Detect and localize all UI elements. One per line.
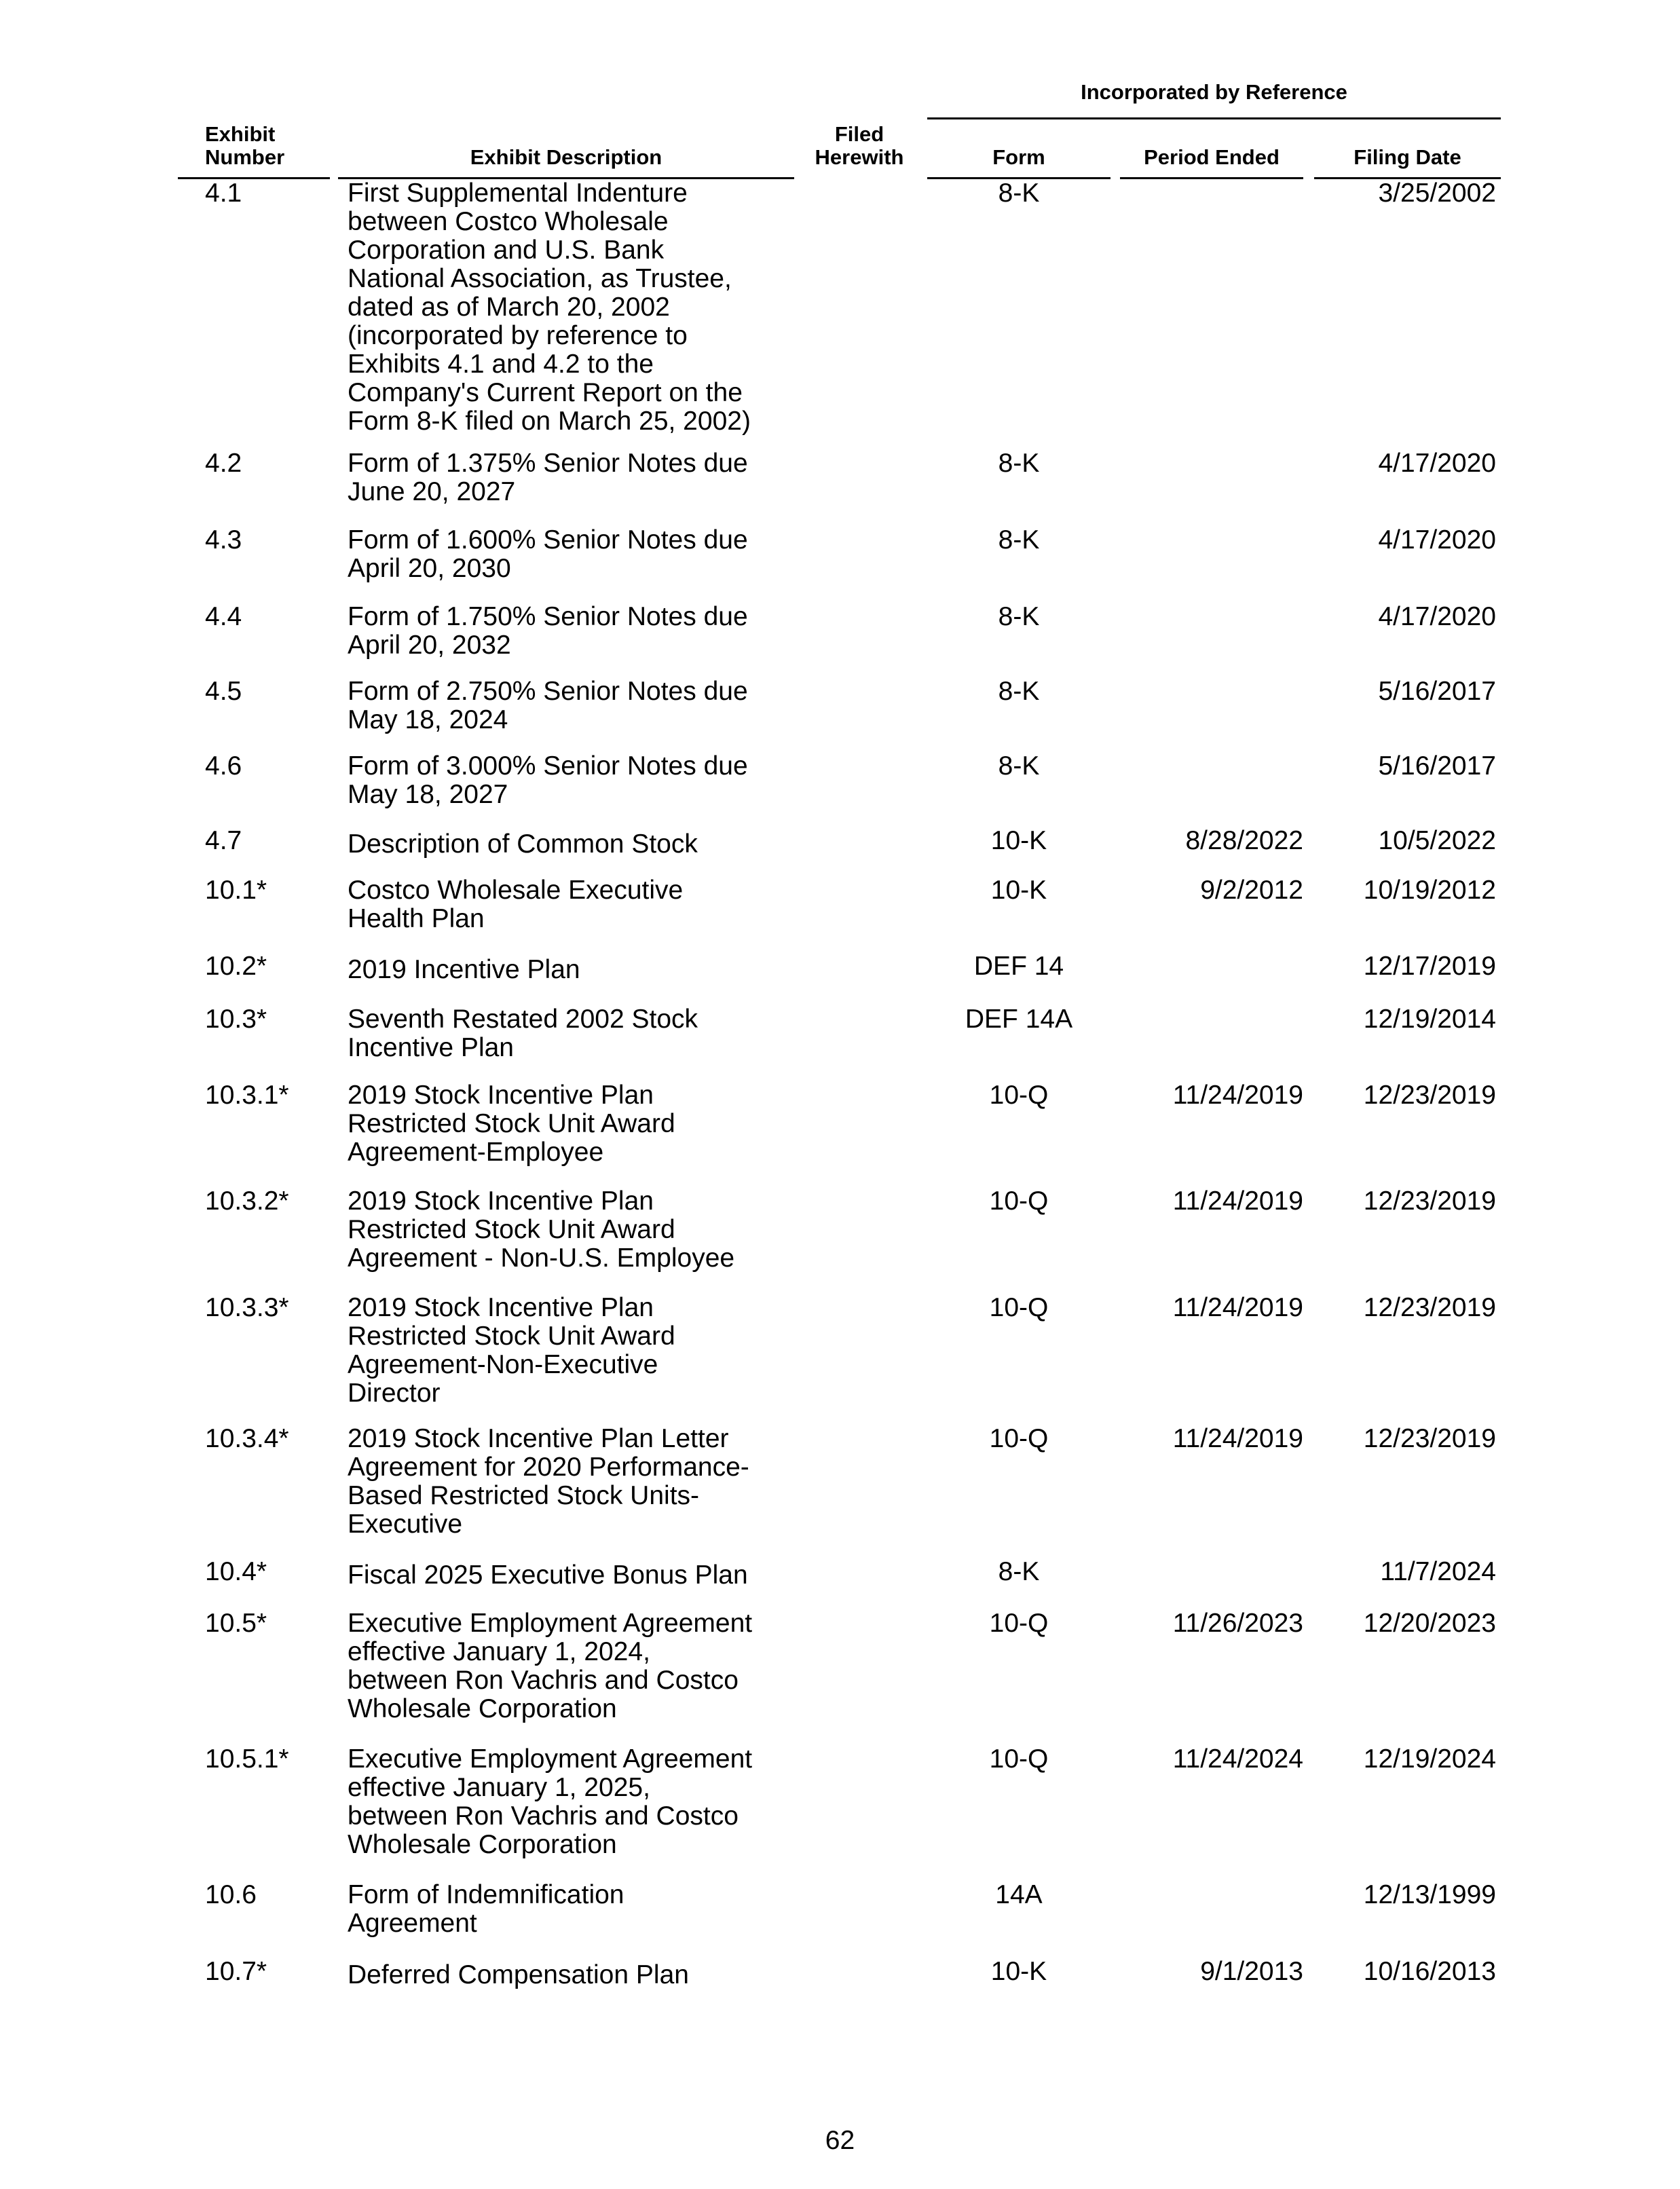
exhibit-description: 2019 Stock Incentive Plan Letter Agreement for 2020 Performance- Based Restricted Stock Units- Executive	[348, 1424, 749, 1539]
filing-date-value: 12/17/2019	[1363, 952, 1496, 981]
exhibit-description: Seventh Restated 2002 Stock Incentive Plan	[348, 1005, 698, 1062]
form-value: 10-Q	[989, 1424, 1049, 1453]
table-row	[0, 1958, 1680, 2012]
exhibit-table-body	[0, 179, 1680, 2012]
exhibit-number: 10.4*	[205, 1557, 267, 1586]
page-number: 62	[825, 2126, 855, 2155]
table-row	[0, 1187, 1680, 1294]
filing-date-value: 12/13/1999	[1363, 1880, 1496, 1909]
exhibit-number: 10.3*	[205, 1005, 267, 1034]
form-value: DEF 14A	[965, 1005, 1073, 1034]
filing-date-value: 12/19/2014	[1363, 1005, 1496, 1034]
exhibit-number: 10.3.1*	[205, 1081, 289, 1110]
exhibit-number: 10.3.3*	[205, 1293, 289, 1322]
filing-date-value: 5/16/2017	[1378, 677, 1496, 706]
table-row	[0, 449, 1680, 526]
table-row	[0, 1081, 1680, 1187]
table-row	[0, 603, 1680, 677]
exhibit-number: 10.3.4*	[205, 1424, 289, 1453]
table-row	[0, 1425, 1680, 1558]
period-ended-value: 11/24/2019	[1172, 1186, 1303, 1216]
exhibit-number: 4.7	[205, 826, 242, 855]
exhibit-number: 4.5	[205, 677, 242, 706]
period-ended-value: 9/2/2012	[1200, 876, 1303, 905]
form-value: 10-Q	[989, 1186, 1049, 1216]
period-ended-value: 9/1/2013	[1200, 1957, 1303, 1986]
exhibit-description: Costco Wholesale Executive Health Plan	[348, 876, 684, 933]
exhibit-description: 2019 Incentive Plan	[348, 955, 580, 984]
form-value: 8-K	[998, 179, 1040, 208]
incorporated-by-reference-header: Incorporated by Reference	[1081, 80, 1347, 104]
table-row	[0, 1881, 1680, 1958]
filing-date-value: 4/17/2020	[1378, 525, 1496, 555]
incorporated-by-reference-rule	[927, 117, 1501, 119]
filing-date-value: 12/20/2023	[1363, 1609, 1496, 1638]
filing-date-value: 10/5/2022	[1378, 826, 1496, 855]
table-row	[0, 1609, 1680, 1745]
form-value: 14A	[995, 1880, 1043, 1909]
exhibit-description: 2019 Stock Incentive Plan Restricted Stock Unit Award Agreement - Non-U.S. Employee	[348, 1186, 735, 1273]
filing-date-value: 10/16/2013	[1363, 1957, 1496, 1986]
form-value: DEF 14	[973, 952, 1064, 981]
exhibit-description: Form of 1.375% Senior Notes due June 20, 2027	[348, 449, 748, 506]
form-value: 8-K	[998, 677, 1040, 706]
table-row	[0, 677, 1680, 752]
filing-date-header: Filing Date	[1354, 145, 1461, 169]
form-value: 10-K	[990, 826, 1047, 855]
filing-date-value: 12/23/2019	[1363, 1293, 1496, 1322]
exhibit-number: 10.5*	[205, 1609, 267, 1638]
exhibit-description: Executive Employment Agreement effective January 1, 2024, between Ron Vachris and Costco Wholesale Corporation	[348, 1609, 753, 1723]
filing-date-value: 4/17/2020	[1378, 602, 1496, 631]
period-ended-value: 11/24/2024	[1172, 1744, 1303, 1774]
form-value: 10-K	[990, 876, 1047, 905]
table-row	[0, 827, 1680, 876]
exhibit-number: 10.7*	[205, 1957, 267, 1986]
exhibit-number: 10.3.2*	[205, 1186, 289, 1216]
table-row	[0, 179, 1680, 449]
form-header: Form	[992, 145, 1045, 169]
form-value: 10-K	[990, 1957, 1047, 1986]
exhibit-description: Deferred Compensation Plan	[348, 1960, 689, 1989]
exhibit-number: 4.1	[205, 179, 242, 208]
table-row	[0, 1294, 1680, 1425]
filing-date-value: 5/16/2017	[1378, 751, 1496, 781]
period-ended-value: 11/24/2019	[1172, 1424, 1303, 1453]
exhibit-description-header: Exhibit Description	[470, 145, 662, 169]
table-row	[0, 752, 1680, 827]
table-row	[0, 1558, 1680, 1609]
exhibit-description: Form of 1.750% Senior Notes due April 20, 2032	[348, 602, 748, 660]
exhibit-number: 10.5.1*	[205, 1744, 289, 1774]
period-ended-value: 8/28/2022	[1185, 826, 1303, 855]
table-row	[0, 952, 1680, 1005]
exhibit-description: Fiscal 2025 Executive Bonus Plan	[348, 1560, 748, 1590]
table-row	[0, 1745, 1680, 1881]
exhibit-number: 4.6	[205, 751, 242, 781]
period-ended-value: 11/26/2023	[1172, 1609, 1303, 1638]
exhibit-description: First Supplemental Indenture between Costco Wholesale Corporation and U.S. Bank National Association, as Trustee, dated as of March 20, 2002 (incorporated by reference to Exhibits 4.1 and 4.2 to the Company's Current Report on the Form 8-K filed on March 25, 2002)	[348, 179, 751, 436]
filing-date-value: 12/19/2024	[1363, 1744, 1496, 1774]
form-value: 8-K	[998, 525, 1040, 555]
exhibit-number: 10.6	[205, 1880, 257, 1909]
form-value: 8-K	[998, 751, 1040, 781]
exhibit-description: Form of Indemnification Agreement	[348, 1880, 624, 1938]
exhibit-description: Executive Employment Agreement effective January 1, 2025, between Ron Vachris and Costco Wholesale Corporation	[348, 1744, 753, 1859]
table-row	[0, 876, 1680, 952]
exhibit-number: 10.2*	[205, 952, 267, 981]
filing-date-value: 11/7/2024	[1380, 1557, 1496, 1586]
filing-date-value: 4/17/2020	[1378, 449, 1496, 478]
filing-date-value: 12/23/2019	[1363, 1081, 1496, 1110]
period-ended-value: 11/24/2019	[1172, 1293, 1303, 1322]
form-value: 8-K	[998, 1557, 1040, 1586]
form-value: 10-Q	[989, 1081, 1049, 1110]
exhibit-number: 4.3	[205, 525, 242, 555]
form-value: 10-Q	[989, 1293, 1049, 1322]
form-value: 10-Q	[989, 1609, 1049, 1638]
filing-date-value: 12/23/2019	[1363, 1424, 1496, 1453]
filed-herewith-header: Filed Herewith	[815, 122, 904, 169]
table-row	[0, 526, 1680, 603]
exhibit-number: 4.2	[205, 449, 242, 478]
exhibit-description: Form of 3.000% Senior Notes due May 18, 2027	[348, 751, 748, 809]
table-row	[0, 1005, 1680, 1081]
form-value: 8-K	[998, 449, 1040, 478]
exhibit-description: Description of Common Stock	[348, 829, 698, 859]
exhibit-description: 2019 Stock Incentive Plan Restricted Stock Unit Award Agreement-Non-Executive Director	[348, 1293, 675, 1408]
filing-date-value: 12/23/2019	[1363, 1186, 1496, 1216]
exhibit-description: Form of 2.750% Senior Notes due May 18, 2024	[348, 677, 748, 734]
exhibit-description: 2019 Stock Incentive Plan Restricted Stock Unit Award Agreement-Employee	[348, 1081, 675, 1167]
exhibit-number: 10.1*	[205, 876, 267, 905]
form-value: 8-K	[998, 602, 1040, 631]
exhibit-description: Form of 1.600% Senior Notes due April 20, 2030	[348, 525, 748, 583]
filing-date-value: 10/19/2012	[1363, 876, 1496, 905]
period-ended-value: 11/24/2019	[1172, 1081, 1303, 1110]
form-value: 10-Q	[989, 1744, 1049, 1774]
exhibit-number-header: Exhibit Number	[205, 122, 285, 169]
filing-date-value: 3/25/2002	[1378, 179, 1496, 208]
period-ended-header: Period Ended	[1144, 145, 1280, 169]
exhibit-number: 4.4	[205, 602, 242, 631]
